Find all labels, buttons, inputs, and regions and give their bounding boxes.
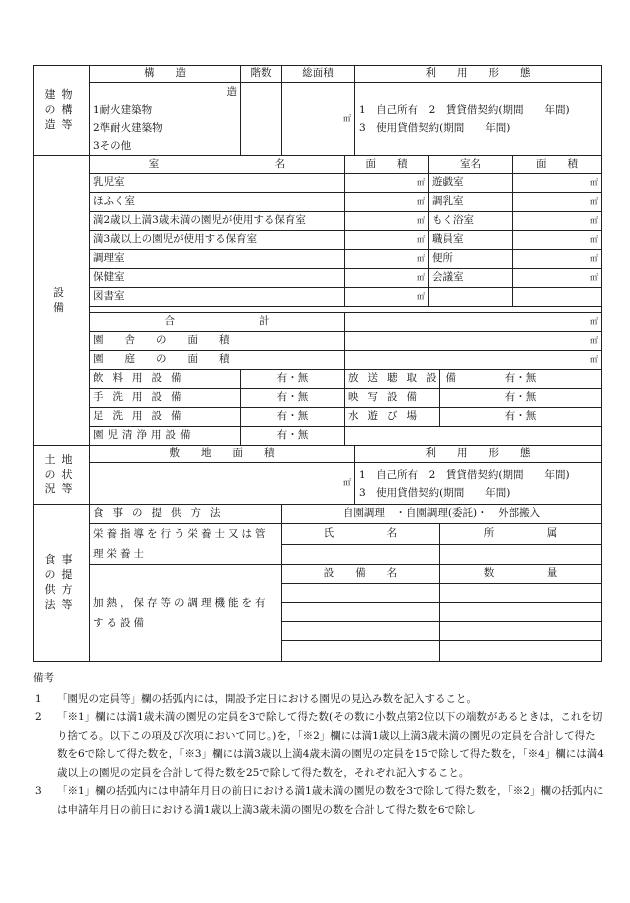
facility-label: 飲料用設備 <box>90 370 241 389</box>
building-usage-line-2: 3 使用貸借契約(期間 年間) <box>359 122 511 134</box>
room-name-header-2: 室名 <box>429 156 513 174</box>
room-label: ほふく室 <box>90 193 345 212</box>
dietitian-label: 栄養指導を行う栄養士又は管理栄養士 <box>90 524 282 565</box>
land-section-label: 土地の状況等 <box>34 446 90 505</box>
facility-yes-no[interactable]: 有・無 <box>241 370 345 389</box>
equipment-name-cell[interactable] <box>282 584 440 603</box>
dietitian-name-header: 氏 名 <box>282 524 440 545</box>
building-section-label: 建物の構造等 <box>34 66 90 156</box>
building-area-value[interactable]: ㎡ <box>345 332 602 351</box>
floors-cell[interactable] <box>241 83 282 156</box>
total-area-value[interactable]: ㎡ <box>345 313 602 332</box>
note-number: 2 <box>35 711 42 723</box>
room-label: 満2歳以上満3歳未満の園児が使用する保育室 <box>90 212 345 231</box>
room-area-cell[interactable]: ㎡ <box>345 250 429 269</box>
land-usage-header: 利 用 形 態 <box>355 446 602 463</box>
site-area-header: 敷 地 面 積 <box>90 446 355 463</box>
zo-label: 造 <box>226 86 237 98</box>
room-label: 図書室 <box>90 288 345 307</box>
room-area-cell-right-blank[interactable] <box>513 288 602 307</box>
facility-yes-no-right[interactable]: 有・無 <box>440 370 602 389</box>
usage-header: 利 用 形 態 <box>355 66 602 83</box>
note-item <box>33 690 605 709</box>
structure-cell[interactable] <box>90 83 241 156</box>
room-area-cell[interactable]: ㎡ <box>345 212 429 231</box>
room-label-right: 便所 <box>429 250 513 269</box>
meal-method-label: 食事の提供方法 <box>90 505 282 524</box>
facility-blank-cell <box>345 427 602 446</box>
equipment-name-cell[interactable] <box>282 641 440 662</box>
note-item <box>33 708 605 782</box>
note-text: 「※1」欄の括弧内には申請年月日の前日における満1歳未満の園児の数を3で除して得た数を，「※2」欄の括弧内には申請年月日の前日における満1歳以上満3歳未満の園児の数を合計して得た数を6で除し <box>57 785 604 816</box>
facility-label: 足洗用設備 <box>90 408 241 427</box>
equipment-quantity-header: 数 量 <box>440 565 602 584</box>
building-usage-cell[interactable] <box>355 83 602 156</box>
land-usage-line-2: 3 使用貸借契約(期間 年間) <box>359 486 511 499</box>
garden-area-label: 園 庭 の 面 積 <box>90 351 345 370</box>
equipment-quantity-cell[interactable] <box>440 584 602 603</box>
room-area-cell-right[interactable]: ㎡ <box>513 212 602 231</box>
total-label: 合 計 <box>90 313 345 332</box>
room-name-header: 室 名 <box>90 156 345 174</box>
room-label: 満3歳以上の園児が使用する保育室 <box>90 231 345 250</box>
room-label-right: 遊戯室 <box>429 174 513 193</box>
note-number: 3 <box>35 785 42 797</box>
room-label-right: 調乳室 <box>429 193 513 212</box>
facility-yes-no[interactable]: 有・無 <box>241 408 345 427</box>
facility-label-right: 放送聴取設備 <box>345 370 440 389</box>
room-area-header: 面 積 <box>345 156 429 174</box>
note-text: 「※1」欄には満1歳未満の園児の定員を3で除して得た数(その数に小数点第2位以下の端数があるときは，これを切り捨てる。以下この項及び次項において同じ。)を，「※2」欄には満1歳以上満3歳未満の園児の定員を合計して得た数を6で除して得た数を，「※3」欄には満3歳以上満4歳未満の園児の定員を15で除して得た数を，「※4」欄には満4歳以上の園児の定員を合計して得た数を25で除して得た数を，それぞれ記入すること。 <box>57 711 604 779</box>
room-area-cell[interactable]: ㎡ <box>345 288 429 307</box>
meal-method-options[interactable]: 自園調理 ・自園調理(委託)・ 外部搬入 <box>282 505 602 524</box>
facility-yes-no-right[interactable]: 有・無 <box>440 408 602 427</box>
total-area-header: 総面積 <box>282 66 355 83</box>
room-area-cell-right[interactable]: ㎡ <box>513 250 602 269</box>
room-label-right: 職員室 <box>429 231 513 250</box>
equipment-name-cell[interactable] <box>282 603 440 622</box>
equipment-quantity-cell[interactable] <box>440 622 602 641</box>
structure-option-3: 3その他 <box>93 140 132 152</box>
land-usage-cell[interactable] <box>355 463 602 505</box>
building-area-label: 園 舎 の 面 積 <box>90 332 345 351</box>
site-area-cell[interactable]: ㎡ <box>90 463 355 505</box>
equipment-section-label: 設 備 <box>34 156 90 446</box>
room-label-right: もく浴室 <box>429 212 513 231</box>
room-label: 調理室 <box>90 250 345 269</box>
structure-option-2: 2準耐火建築物 <box>93 122 163 134</box>
note-item <box>33 782 605 819</box>
room-area-cell[interactable]: ㎡ <box>345 193 429 212</box>
room-area-cell-right[interactable]: ㎡ <box>513 174 602 193</box>
room-area-cell[interactable]: ㎡ <box>345 174 429 193</box>
structure-header: 構 造 <box>90 66 241 83</box>
land-usage-line-1: 1 自己所有 2 賃貸借契約(期間 年間) <box>359 468 570 481</box>
room-area-cell[interactable]: ㎡ <box>345 269 429 288</box>
equipment-name-cell[interactable] <box>282 622 440 641</box>
equipment-quantity-cell[interactable] <box>440 603 602 622</box>
floors-header: 階数 <box>241 66 282 83</box>
room-area-cell-right[interactable]: ㎡ <box>513 269 602 288</box>
note-text: 「園児の定員等」欄の括弧内には，開設予定日における園児の見込み数を記入すること。 <box>57 692 477 705</box>
dietitian-name-cell[interactable] <box>282 544 440 565</box>
facility-yes-no-right[interactable]: 有・無 <box>440 389 602 408</box>
meal-section-label: 食事の提供方法等 <box>34 505 90 662</box>
facility-label: 手洗用設備 <box>90 389 241 408</box>
equipment-name-header: 設 備 名 <box>282 565 440 584</box>
structure-option-1: 1耐火建築物 <box>93 104 153 116</box>
garden-area-value[interactable]: ㎡ <box>345 351 602 370</box>
equipment-quantity-cell[interactable] <box>440 641 602 662</box>
facility-form-table <box>33 65 602 662</box>
dietitian-affiliation-cell[interactable] <box>440 544 602 565</box>
facility-label-right: 映写設備 <box>345 389 440 408</box>
facility-yes-no[interactable]: 有・無 <box>241 427 345 446</box>
dietitian-affiliation-header: 所 属 <box>440 524 602 545</box>
room-area-cell-right[interactable]: ㎡ <box>513 231 602 250</box>
room-label-right: 会議室 <box>429 269 513 288</box>
room-label: 乳児室 <box>90 174 345 193</box>
notes-title: 備考 <box>33 672 54 684</box>
room-area-cell[interactable]: ㎡ <box>345 231 429 250</box>
building-usage-line-1: 1 自己所有 2 賃貸借契約(期間 年間) <box>359 104 570 116</box>
note-number: 1 <box>35 692 42 705</box>
room-area-header-2: 面 積 <box>513 156 602 174</box>
facility-yes-no[interactable]: 有・無 <box>241 389 345 408</box>
cooking-equipment-label: 加熱，保存等の調理機能を有する設備 <box>90 565 282 662</box>
room-area-cell-right[interactable]: ㎡ <box>513 193 602 212</box>
facility-label: 園児清浄用設備 <box>90 427 241 446</box>
facility-label-right: 水遊び場 <box>345 408 440 427</box>
notes-section <box>33 669 605 819</box>
room-label-right <box>429 288 513 307</box>
total-area-cell[interactable]: ㎡ <box>282 83 355 156</box>
room-label: 保健室 <box>90 269 345 288</box>
